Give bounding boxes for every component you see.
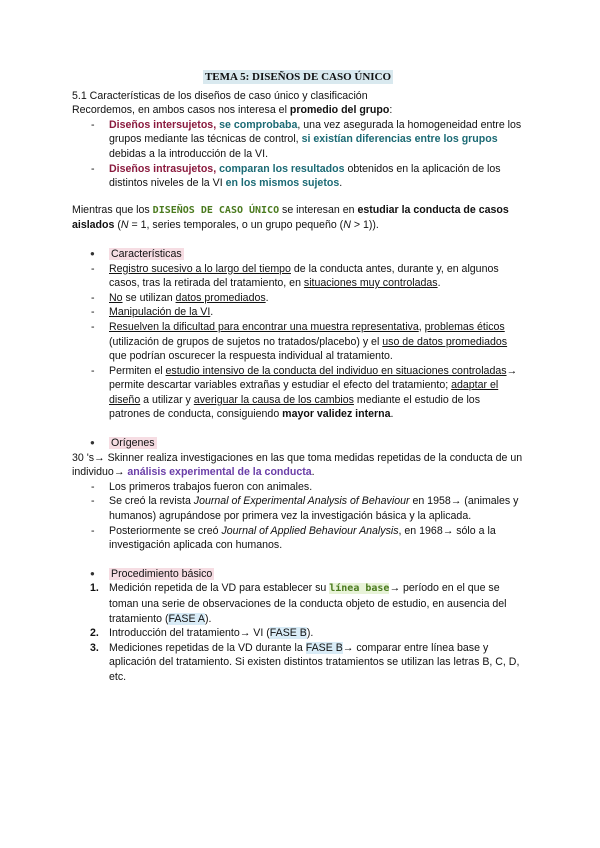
design-types-list <box>72 118 524 191</box>
list-item-intersujetos: - Diseños intersujetos, se comprobaba, una vez asegurada la homogeneidad entre los grupos mediante las técnicas de control, si existían diferencias entre los grupos debidas a la introducción de la VI. <box>72 118 524 162</box>
list-item: - Posteriormente se creó Journal of Applied Behaviour Analysis, en 1968→ sólo a la investigación aplicada con humanos. <box>72 524 524 553</box>
intro-paragraph: Recordemos, en ambos casos nos interesa el promedio del grupo: <box>72 104 393 117</box>
list-item: 3. Mediciones repetidas de la VD durante la FASE B→ comparar entre línea base y aplicación del tratamiento. Si existen distintos tratamientos se utilizan las letras B, C, D, etc. <box>90 641 520 683</box>
list-item: - Registro sucesivo a lo largo del tiempo de la conducta antes, durante y, en algunos casos, tras la retirada del tratamiento, en situaciones muy controladas. <box>72 262 524 291</box>
section-heading: 5.1 Características de los diseños de caso único y clasificación <box>72 89 368 102</box>
list-item: 1. Medición repetida de la VD para establecer su línea base→ período en el que se toman una serie de observaciones de la conducta objeto de estudio, en ausencia del tratamiento (FASE A). <box>90 582 507 625</box>
heading-procedimiento: ● Procedimiento básico <box>72 567 524 582</box>
procedimiento-list <box>72 581 524 684</box>
origenes-list <box>72 480 524 553</box>
list-item: - Resuelven la dificultad para encontrar una muestra representativa, problemas éticos (utilización de grupos de sujetos no tratados/placebo) y el uso de datos promediados que podrían oscurecer la respuesta individual al tratamiento. <box>72 320 524 364</box>
list-item-intrasujetos: - Diseños intrasujetos, comparan los resultados obtenidos en la aplicación de los distintos niveles de la VI en los mismos sujetos. <box>72 162 524 191</box>
caracteristicas-list <box>72 262 524 423</box>
heading-origenes: ● Orígenes <box>72 436 524 451</box>
list-item: - Se creó la revista Journal of Experimental Analysis of Behaviour en 1958→ (animales y humanos) agrupándose por primera vez la investigación básica y la aplicada. <box>72 494 524 523</box>
list-item: - Manipulación de la VI. <box>72 305 524 320</box>
document-title: TEMA 5: DISEÑOS DE CASO ÚNICO <box>204 71 392 83</box>
list-item: - No se utilizan datos promediados. <box>72 291 524 306</box>
origenes-paragraph: 30 's→ Skinner realiza investigaciones en las que toma medidas repetidas de la conducta de un individuo→ análisis experimental de la conducta. <box>72 451 523 479</box>
heading-caracteristicas: ● Características <box>72 247 524 262</box>
list-item: 2. Introducción del tratamiento→ VI (FASE B). <box>90 627 314 640</box>
caso-unico-paragraph: Mientras que los DISEÑOS DE CASO ÚNICO se interesan en estudiar la conducta de casos aislados (N = 1, series temporales, o un grupo pequeño (N > 1)). <box>72 203 509 232</box>
list-item: - Los primeros trabajos fueron con animales. <box>72 480 524 495</box>
list-item: - Permiten el estudio intensivo de la conducta del individuo en situaciones controladas→ permite descartar variables extrañas y estudiar el efecto del tratamiento; adaptar el diseño a utilizar y averiguar la causa de los cambios mediante el estudio de los patrones de conducta, consiguiendo mayor validez interna. <box>72 364 524 422</box>
document-page <box>72 70 524 685</box>
